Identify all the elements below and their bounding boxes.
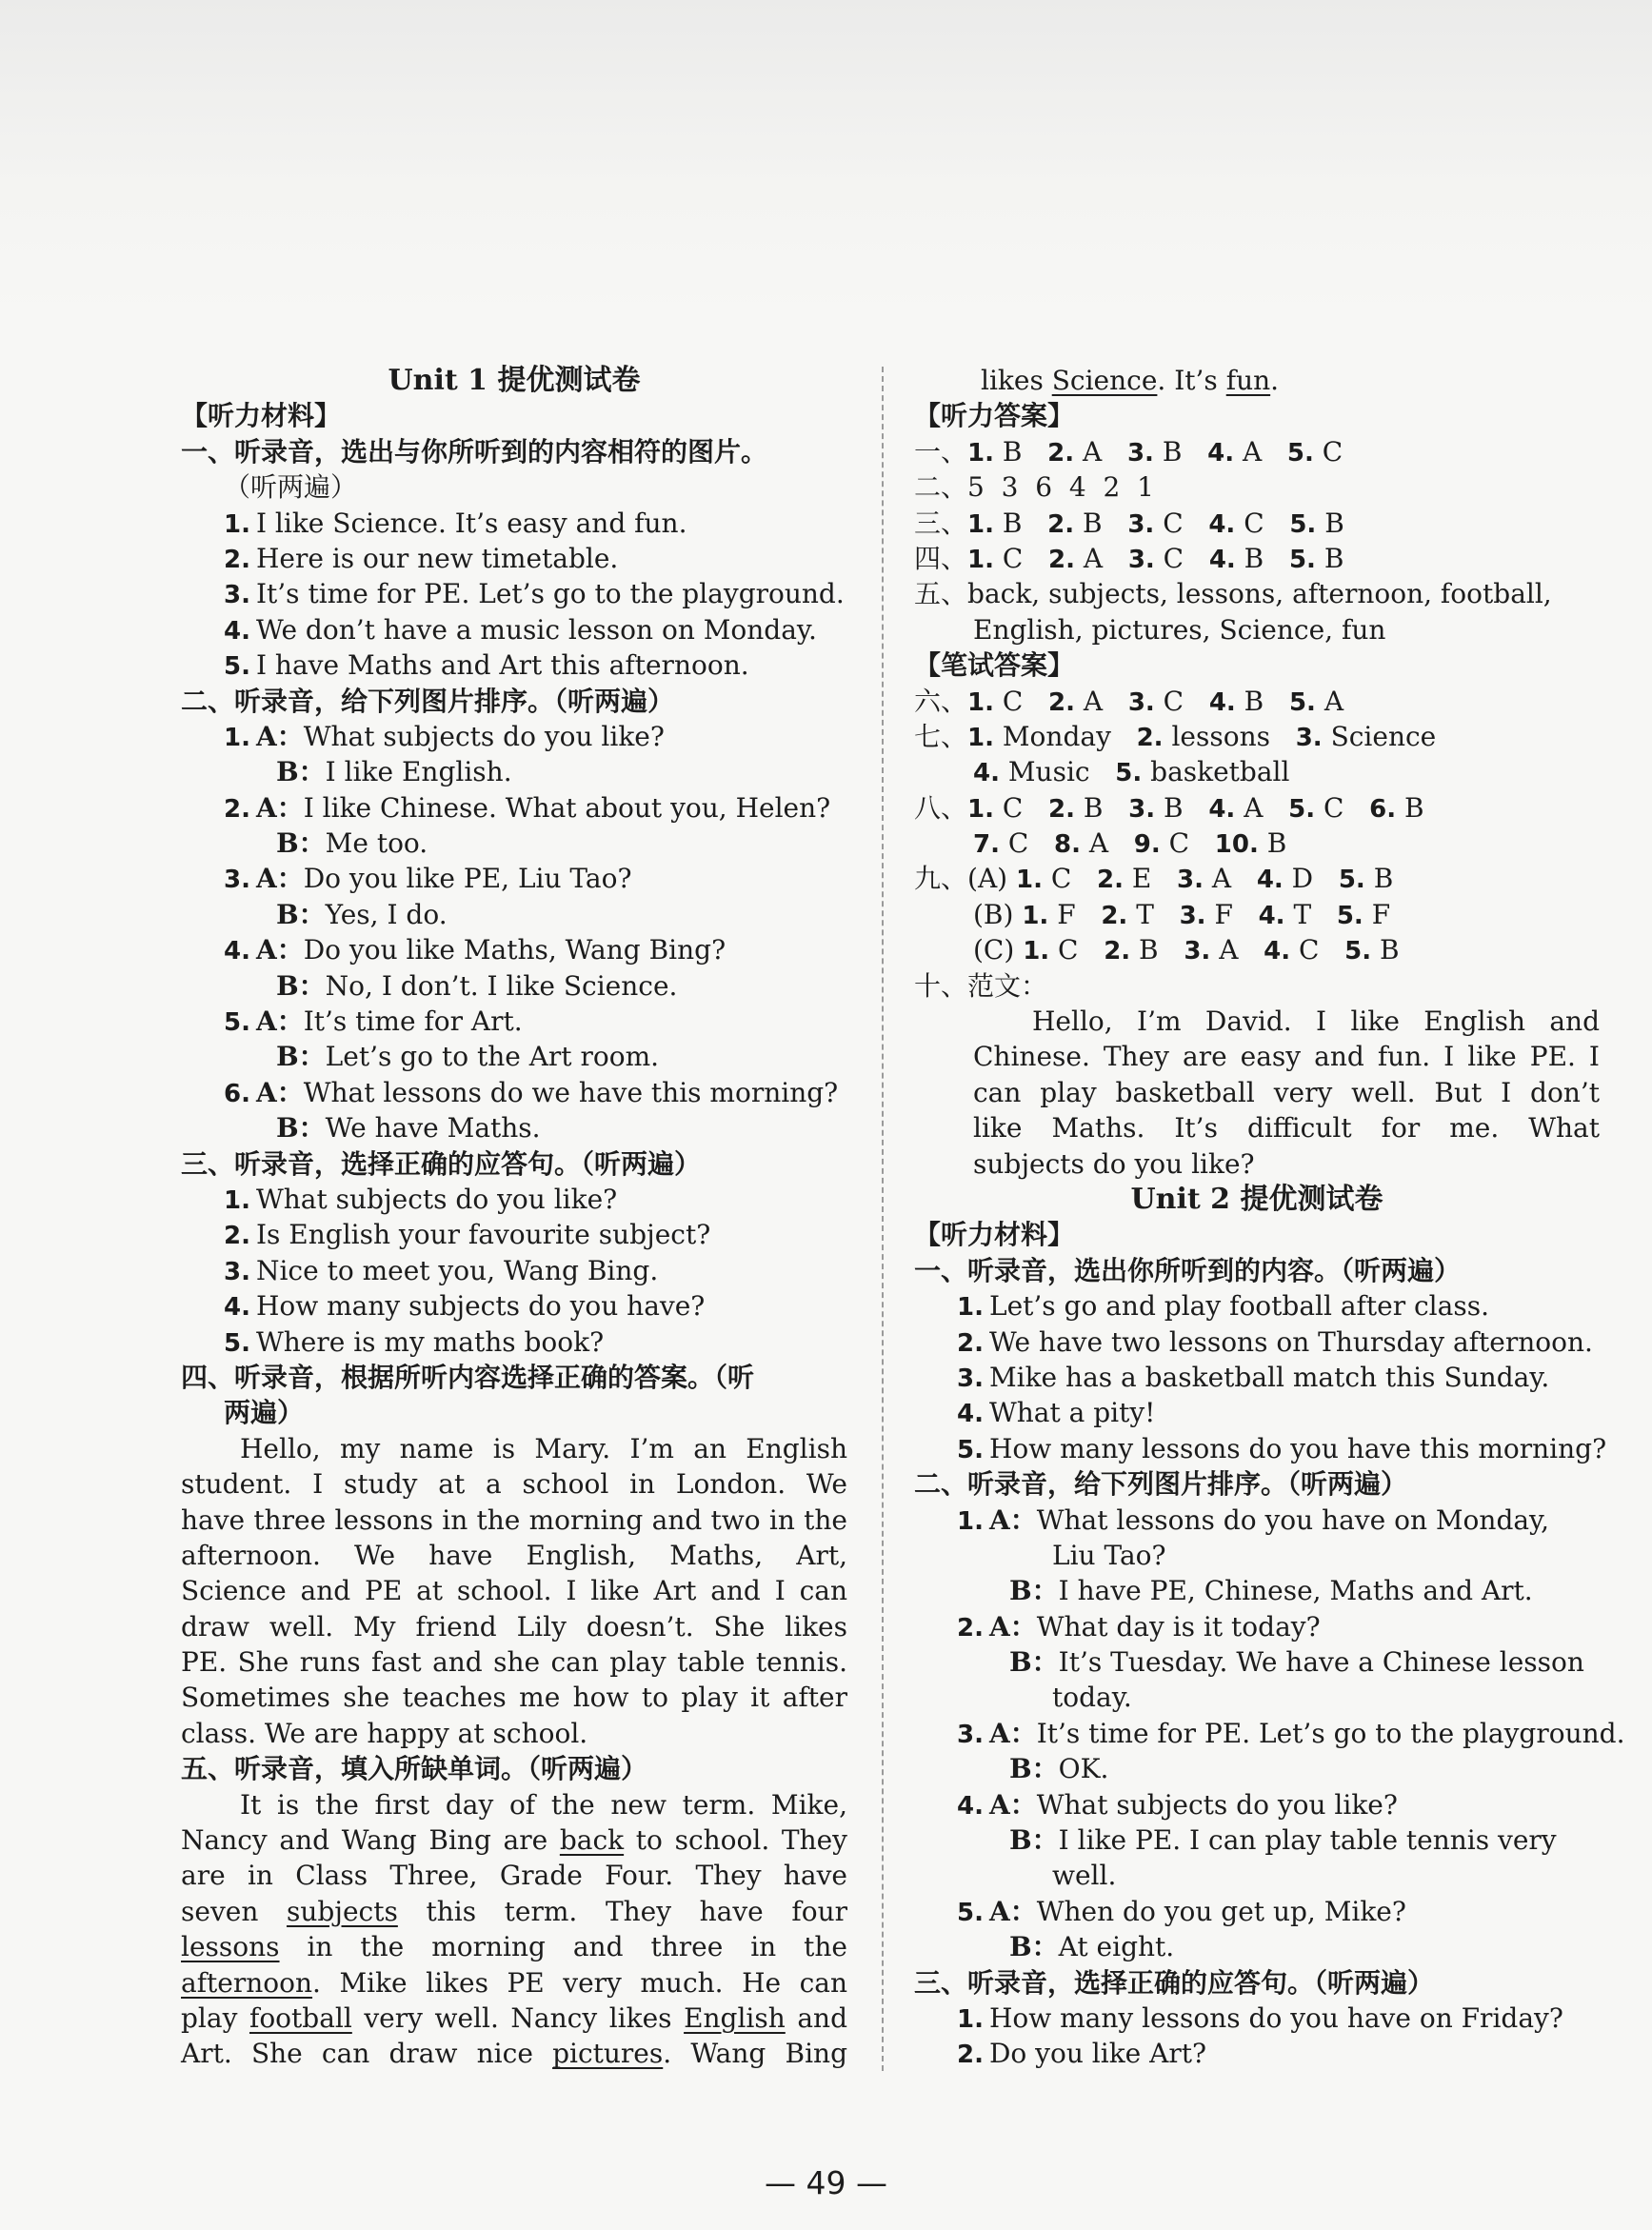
answer-blank: football	[249, 2001, 352, 2034]
section-1-note: （听两遍）	[224, 471, 358, 504]
answer-row-9a: 九、(A) 1. C 2. E 3. A 4. D 5. B	[914, 863, 1394, 895]
list-item: 1. What subjects do you like?	[224, 1183, 618, 1215]
answer-blank: afternoon	[181, 1966, 313, 1999]
passage-line: seven subjects this term. They have four	[181, 1895, 847, 1927]
listening-material-heading-2: 【听力材料】	[914, 1219, 1075, 1251]
u2-section-1-heading: 一、听录音，选出你所听到的内容。（听两遍）	[914, 1254, 1462, 1286]
dialogue-line: B：OK.	[1009, 1753, 1109, 1785]
passage-line: draw well. My friend Lily doesn’t. She likes	[181, 1610, 847, 1643]
passage-line: Hello, my name is Mary. I’m an English	[240, 1432, 847, 1464]
page-number: — 49 —	[765, 2164, 887, 2201]
dialogue-line: 1. A：What lessons do you have on Monday,	[957, 1503, 1550, 1536]
dialogue-line: well.	[1052, 1860, 1117, 1892]
passage-line: Science and PE at school. I like Art and I can	[181, 1575, 847, 1607]
dialogue-line: B：I have PE, Chinese, Maths and Art.	[1009, 1575, 1533, 1607]
section-4-heading: 四、听录音，根据所听内容选择正确的答案。（听	[181, 1361, 755, 1393]
passage-continuation: likes Science. It’s fun.	[981, 365, 1280, 396]
dialogue-line: B：No, I don’t. I like Science.	[276, 969, 678, 1002]
unit1-title: Unit 1 提优测试卷	[388, 364, 641, 397]
passage-line: Nancy and Wang Bing are back to school. They	[181, 1824, 847, 1857]
passage-line: Sometimes she teaches me how to play it after	[181, 1682, 847, 1714]
answer-row-2: 二、5 3 6 4 2 1	[914, 471, 1154, 504]
answer-row-3: 三、1. B 2. B 3. C 4. C 5. B	[914, 507, 1344, 539]
list-item: 4. What a pity!	[957, 1397, 1156, 1429]
dialogue-line: B：It’s Tuesday. We have a Chinese lesson	[1009, 1646, 1584, 1679]
dialogue-line: B：At eight.	[1009, 1931, 1175, 1963]
dialogue-line: today.	[1052, 1682, 1132, 1714]
list-item: 5. Where is my maths book?	[224, 1325, 605, 1358]
u2-section-3-heading: 三、听录音，选择正确的应答句。（听两遍）	[914, 1966, 1435, 1999]
scan-shadow-band	[0, 0, 1652, 314]
answer-blank: fun	[1225, 365, 1271, 396]
passage-line: have three lessons in the morning and two in the	[181, 1503, 847, 1536]
passage-line: PE. She runs fast and she can play table tennis.	[181, 1646, 847, 1679]
unit2-title: Unit 2 提优测试卷	[1130, 1182, 1383, 1216]
written-answers-heading: 【笔试答案】	[914, 649, 1075, 682]
section-2-heading: 二、听录音，给下列图片排序。（听两遍）	[181, 685, 675, 717]
passage-line: class. We are happy at school.	[181, 1717, 588, 1749]
list-item: 5. I have Maths and Art this afternoon.	[224, 649, 749, 682]
essay-line: can play basketball very well. But I don’t	[973, 1076, 1600, 1108]
answer-row-5: 五、back, subjects, lessons, afternoon, football,	[914, 578, 1552, 610]
dialogue-line: B：Yes, I do.	[276, 898, 448, 930]
passage-line: are in Class Three, Grade Four. They have	[181, 1860, 847, 1892]
dialogue-line: 4. A：What subjects do you like?	[957, 1788, 1398, 1821]
passage-line: lessons in the morning and three in the	[181, 1931, 847, 1963]
dialogue-line: Liu Tao?	[1052, 1539, 1166, 1571]
answer-blank: Science	[1051, 365, 1158, 396]
list-item: 2. We have two lessons on Thursday afternoon.	[957, 1325, 1593, 1358]
section-2-dialogues	[181, 719, 847, 1146]
answer-row-8: 八、1. C 2. B 3. B 4. A 5. C 6. B	[914, 791, 1424, 824]
passage-line: student. I study at a school in London. We	[181, 1468, 847, 1501]
answer-row-10: 十、范文：	[914, 969, 1048, 1002]
u2-section-1-list	[914, 1288, 1607, 1466]
dialogue-line: 2. A：I like Chinese. What about you, Helen?	[224, 791, 831, 824]
answer-blank: pictures	[552, 2038, 664, 2070]
dialogue-line: B：Let’s go to the Art room.	[276, 1041, 660, 1073]
essay-line: like Maths. It’s difficult for me. What	[973, 1112, 1600, 1145]
dialogue-line: 2. A：What day is it today?	[957, 1610, 1321, 1643]
passage-line: play football very well. Nancy likes English and	[181, 2001, 848, 2034]
section-3-heading: 三、听录音，选择正确的应答句。（听两遍）	[181, 1147, 702, 1180]
section-4-heading-cont: 两遍）	[224, 1397, 305, 1429]
dialogue-line: 6. A：What lessons do we have this morning?	[224, 1076, 839, 1108]
list-item: 1. Let’s go and play football after class.	[957, 1290, 1489, 1323]
dialogue-line: 5. A：When do you get up, Mike?	[957, 1895, 1406, 1927]
left-column	[181, 363, 847, 2072]
section-3-list	[181, 1182, 847, 1360]
dialogue-line: 3. A：Do you like PE, Liu Tao?	[224, 863, 632, 895]
column-divider	[882, 367, 884, 2071]
section-5-heading: 五、听录音，填入所缺单词。（听两遍）	[181, 1753, 648, 1785]
essay-line: Chinese. They are easy and fun. I like PE. I	[973, 1041, 1600, 1073]
dialogue-line: B：I like PE. I can play table tennis very	[1009, 1824, 1557, 1857]
u2-section-2-dialogues	[914, 1503, 1625, 1965]
list-item: 3. Nice to meet you, Wang Bing.	[224, 1254, 659, 1286]
passage-line: It is the first day of the new term. Mike,	[240, 1788, 847, 1821]
u2-section-2-heading: 二、听录音，给下列图片排序。（听两遍）	[914, 1468, 1408, 1501]
section-4-passage	[181, 1431, 847, 1752]
answer-blank: lessons	[181, 1931, 280, 1963]
dialogue-line: 1. A：What subjects do you like?	[224, 720, 665, 752]
answer-blank: subjects	[286, 1895, 398, 1927]
section-5-passage	[181, 1787, 847, 2072]
u2-section-3-list	[914, 2001, 1600, 2072]
list-item: 3. It’s time for PE. Let’s go to the playground.	[224, 578, 845, 610]
section-1-heading: 一、听录音，选出与你所听到的内容相符的图片。	[181, 435, 768, 468]
dialogue-line: B：We have Maths.	[276, 1112, 541, 1145]
answer-row-6: 六、1. C 2. A 3. C 4. B 5. A	[914, 685, 1344, 717]
dialogue-line: 3. A：It’s time for PE. Let’s go to the playground.	[957, 1717, 1625, 1749]
list-item: 4. How many subjects do you have?	[224, 1290, 706, 1323]
answer-row-7-cont: 4. Music 5. basketball	[973, 756, 1290, 788]
answer-row-9c: (C) 1. C 2. B 3. A 4. C 5. B	[973, 934, 1400, 966]
answer-row-8-cont: 7. C 8. A 9. C 10. B	[973, 827, 1287, 860]
passage-line: Art. She can draw nice pictures. Wang Bing	[181, 2038, 847, 2070]
listening-answers-heading: 【听力答案】	[914, 400, 1075, 432]
answer-blank: back	[559, 1824, 625, 1857]
passage-line: afternoon. Mike likes PE very much. He can	[181, 1966, 847, 1999]
list-item: 2. Is English your favourite subject?	[224, 1219, 711, 1251]
model-essay	[914, 1004, 1600, 1182]
dialogue-line: 4. A：Do you like Maths, Wang Bing?	[224, 934, 726, 966]
listening-material-heading: 【听力材料】	[181, 400, 342, 432]
answer-row-4: 四、1. C 2. A 3. C 4. B 5. B	[914, 542, 1344, 574]
dialogue-line: 5. A：It’s time for Art.	[224, 1005, 523, 1038]
list-item: 2. Do you like Art?	[957, 2038, 1207, 2070]
answer-blank: English	[684, 2001, 786, 2034]
essay-line: subjects do you like?	[973, 1147, 1255, 1180]
dialogue-line: B：Me too.	[276, 827, 428, 860]
list-item: 1. I like Science. It’s easy and fun.	[224, 507, 687, 539]
list-item: 3. Mike has a basketball match this Sunday.	[957, 1361, 1550, 1393]
answer-row-9b: (B) 1. F 2. T 3. F 4. T 5. F	[973, 898, 1391, 930]
list-item: 4. We don’t have a music lesson on Monday.	[224, 613, 817, 646]
list-item: 1. How many lessons do you have on Friday?	[957, 2001, 1563, 2034]
answer-row-7: 七、1. Monday 2. lessons 3. Science	[914, 720, 1437, 752]
list-item: 2. Here is our new timetable.	[224, 542, 619, 574]
right-column	[914, 363, 1625, 2072]
section-1-list	[181, 506, 847, 684]
answer-row-1: 一、1. B 2. A 3. B 4. A 5. C	[914, 435, 1343, 468]
answer-row-5-cont: English, pictures, Science, fun	[973, 613, 1386, 646]
list-item: 5. How many lessons do you have this morning?	[957, 1432, 1607, 1464]
dialogue-line: B：I like English.	[276, 756, 512, 788]
passage-line: afternoon. We have English, Maths, Art,	[181, 1539, 847, 1571]
essay-line: Hello, I’m David. I like English and	[1032, 1005, 1600, 1038]
